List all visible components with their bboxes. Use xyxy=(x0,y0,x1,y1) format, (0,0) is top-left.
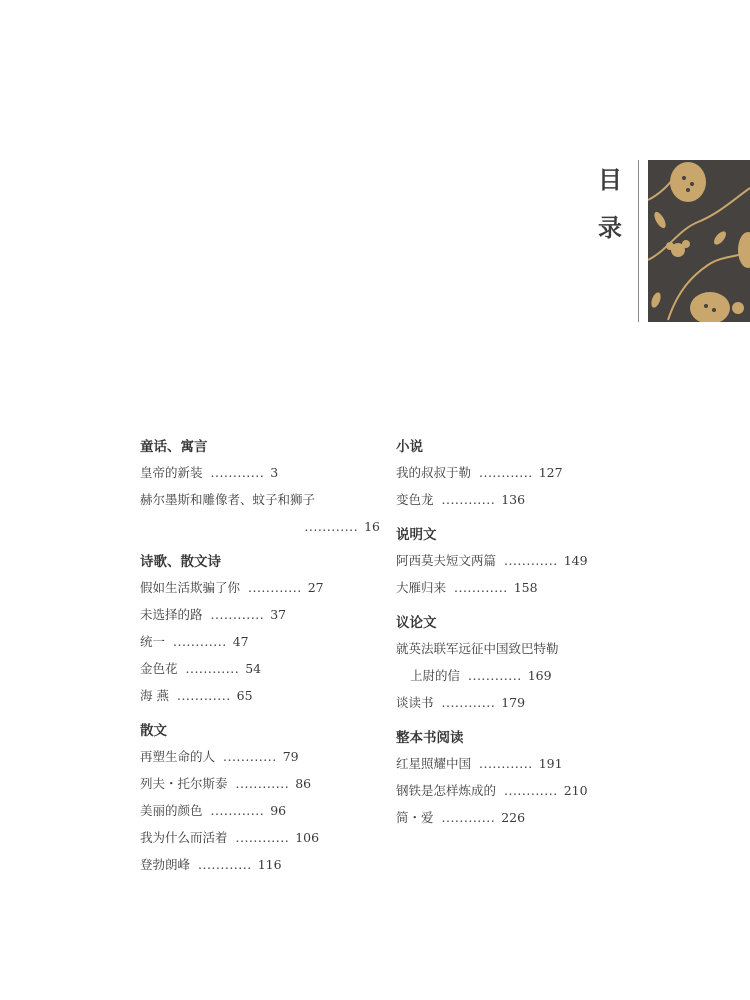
leader-dots: ............ xyxy=(504,783,558,798)
leader-dots: ............ xyxy=(504,553,558,568)
entry-title: 登勃朗峰 xyxy=(140,857,191,872)
entry-title: 我的叔叔于勒 xyxy=(396,465,472,480)
section-heading: 议论文 xyxy=(396,615,437,631)
toc-entry[interactable] xyxy=(396,490,636,517)
page-number: 3 xyxy=(270,465,279,480)
toc-entry[interactable] xyxy=(140,855,380,882)
toc-entry[interactable] xyxy=(140,632,380,659)
leader-dots: ............ xyxy=(248,580,302,595)
leader-dots: ............ xyxy=(235,830,290,845)
leader-dots: ............ xyxy=(479,465,533,480)
toc-entry[interactable] xyxy=(140,605,380,632)
entry-title: 红星照耀中国 xyxy=(396,756,472,771)
page-number: 169 xyxy=(527,668,552,683)
entry-title: 变色龙 xyxy=(396,492,434,507)
entry-title: 再塑生命的人 xyxy=(140,749,216,764)
page-number: 86 xyxy=(295,776,312,791)
leader-dots: ............ xyxy=(210,465,265,480)
divider-line xyxy=(638,160,639,322)
toc-section xyxy=(140,437,380,552)
page-number: 210 xyxy=(563,783,588,798)
leader-dots: ............ xyxy=(210,803,265,818)
entry-title: 简・爱 xyxy=(396,810,434,825)
page-number: 96 xyxy=(270,803,287,818)
page-number: 226 xyxy=(501,810,526,825)
page-number: 79 xyxy=(282,749,299,764)
leader-dots: ............ xyxy=(185,661,240,676)
toc-entry[interactable] xyxy=(140,578,380,605)
section-heading: 说明文 xyxy=(396,527,437,543)
leader-dots: ............ xyxy=(235,776,290,791)
section-heading: 整本书阅读 xyxy=(396,730,464,746)
toc-entry[interactable] xyxy=(396,666,636,693)
page-number: 65 xyxy=(236,688,253,703)
toc-right-column xyxy=(396,437,636,835)
page-number: 54 xyxy=(245,661,262,676)
toc-section xyxy=(396,437,636,525)
entry-title: 假如生活欺骗了你 xyxy=(140,580,241,595)
leader-dots: ............ xyxy=(454,580,508,595)
page-number: 127 xyxy=(538,465,563,480)
leader-dots: ............ xyxy=(441,810,496,825)
entry-title: 谈读书 xyxy=(396,695,434,710)
entry-title: 统一 xyxy=(140,634,166,649)
leader-dots: ............ xyxy=(441,492,496,507)
entry-title: 列夫・托尔斯泰 xyxy=(140,776,228,791)
toc-entry[interactable] xyxy=(140,801,380,828)
entry-title: 阿西莫夫短文两篇 xyxy=(396,553,497,568)
toc-section xyxy=(396,613,636,728)
title-char-mu: 目 xyxy=(598,165,622,194)
section-heading: 诗歌、散文诗 xyxy=(140,554,221,570)
toc-section xyxy=(140,552,380,721)
toc-entry[interactable] xyxy=(396,578,636,605)
leader-dots: ............ xyxy=(441,695,496,710)
page-number: 37 xyxy=(270,607,287,622)
toc-entry[interactable] xyxy=(396,808,636,835)
entry-title: 大雁归来 xyxy=(396,580,447,595)
page-number: 149 xyxy=(563,553,588,568)
entry-title: 金色花 xyxy=(140,661,178,676)
toc-left-column xyxy=(140,437,380,882)
entry-title: 上尉的信 xyxy=(410,668,461,683)
toc-entry[interactable] xyxy=(140,686,380,713)
page-number: 158 xyxy=(513,580,538,595)
toc-section xyxy=(140,721,380,882)
page-number: 16 xyxy=(364,519,380,534)
page-number: 191 xyxy=(538,756,563,771)
page-number: 136 xyxy=(501,492,526,507)
section-heading: 小说 xyxy=(396,439,423,455)
entry-title: 皇帝的新装 xyxy=(140,465,203,480)
section-heading: 童话、寓言 xyxy=(140,439,208,455)
entry-title: 就英法联军远征中国致巴特勒 xyxy=(396,641,559,656)
toc-entry[interactable] xyxy=(140,774,380,801)
toc-entry[interactable] xyxy=(140,463,380,490)
toc-entry[interactable] xyxy=(396,781,636,808)
toc-entry[interactable] xyxy=(140,747,380,774)
toc-entry[interactable] xyxy=(140,490,380,517)
title-char-lu: 录 xyxy=(598,213,622,242)
entry-title: 美丽的颜色 xyxy=(140,803,203,818)
toc-entry[interactable] xyxy=(396,754,636,781)
toc-entry[interactable] xyxy=(396,463,636,490)
page-number: 179 xyxy=(501,695,526,710)
page-number: 27 xyxy=(307,580,324,595)
leader-dots: ............ xyxy=(479,756,533,771)
page-number: 47 xyxy=(232,634,249,649)
leader-dots: ............ xyxy=(468,668,522,683)
leader-dots: ............ xyxy=(223,749,277,764)
entry-title: 我为什么而活着 xyxy=(140,830,228,845)
leader-dots: ............ xyxy=(173,634,227,649)
page-number: 116 xyxy=(257,857,282,872)
leader-dots: ............ xyxy=(198,857,252,872)
toc-section xyxy=(396,525,636,613)
leader-dots: ............ xyxy=(176,688,231,703)
entry-title: 未选择的路 xyxy=(140,607,203,622)
leader-dots: ............ xyxy=(210,607,265,622)
entry-title: 钢铁是怎样炼成的 xyxy=(396,783,497,798)
section-heading: 散文 xyxy=(140,723,167,739)
entry-title: 海 燕 xyxy=(140,688,169,703)
pomegranate-pattern-image xyxy=(648,160,750,322)
toc-entry[interactable] xyxy=(396,639,636,666)
toc-entry[interactable] xyxy=(140,517,380,544)
leader-dots: ............ xyxy=(304,519,359,534)
toc-entry[interactable] xyxy=(140,659,380,686)
toc-entry[interactable] xyxy=(396,551,636,578)
entry-title: 赫尔墨斯和雕像者、蚊子和狮子 xyxy=(140,492,316,507)
page-number: 106 xyxy=(295,830,320,845)
toc-entry[interactable] xyxy=(396,693,636,720)
toc-entry[interactable] xyxy=(140,828,380,855)
toc-section xyxy=(396,728,636,835)
